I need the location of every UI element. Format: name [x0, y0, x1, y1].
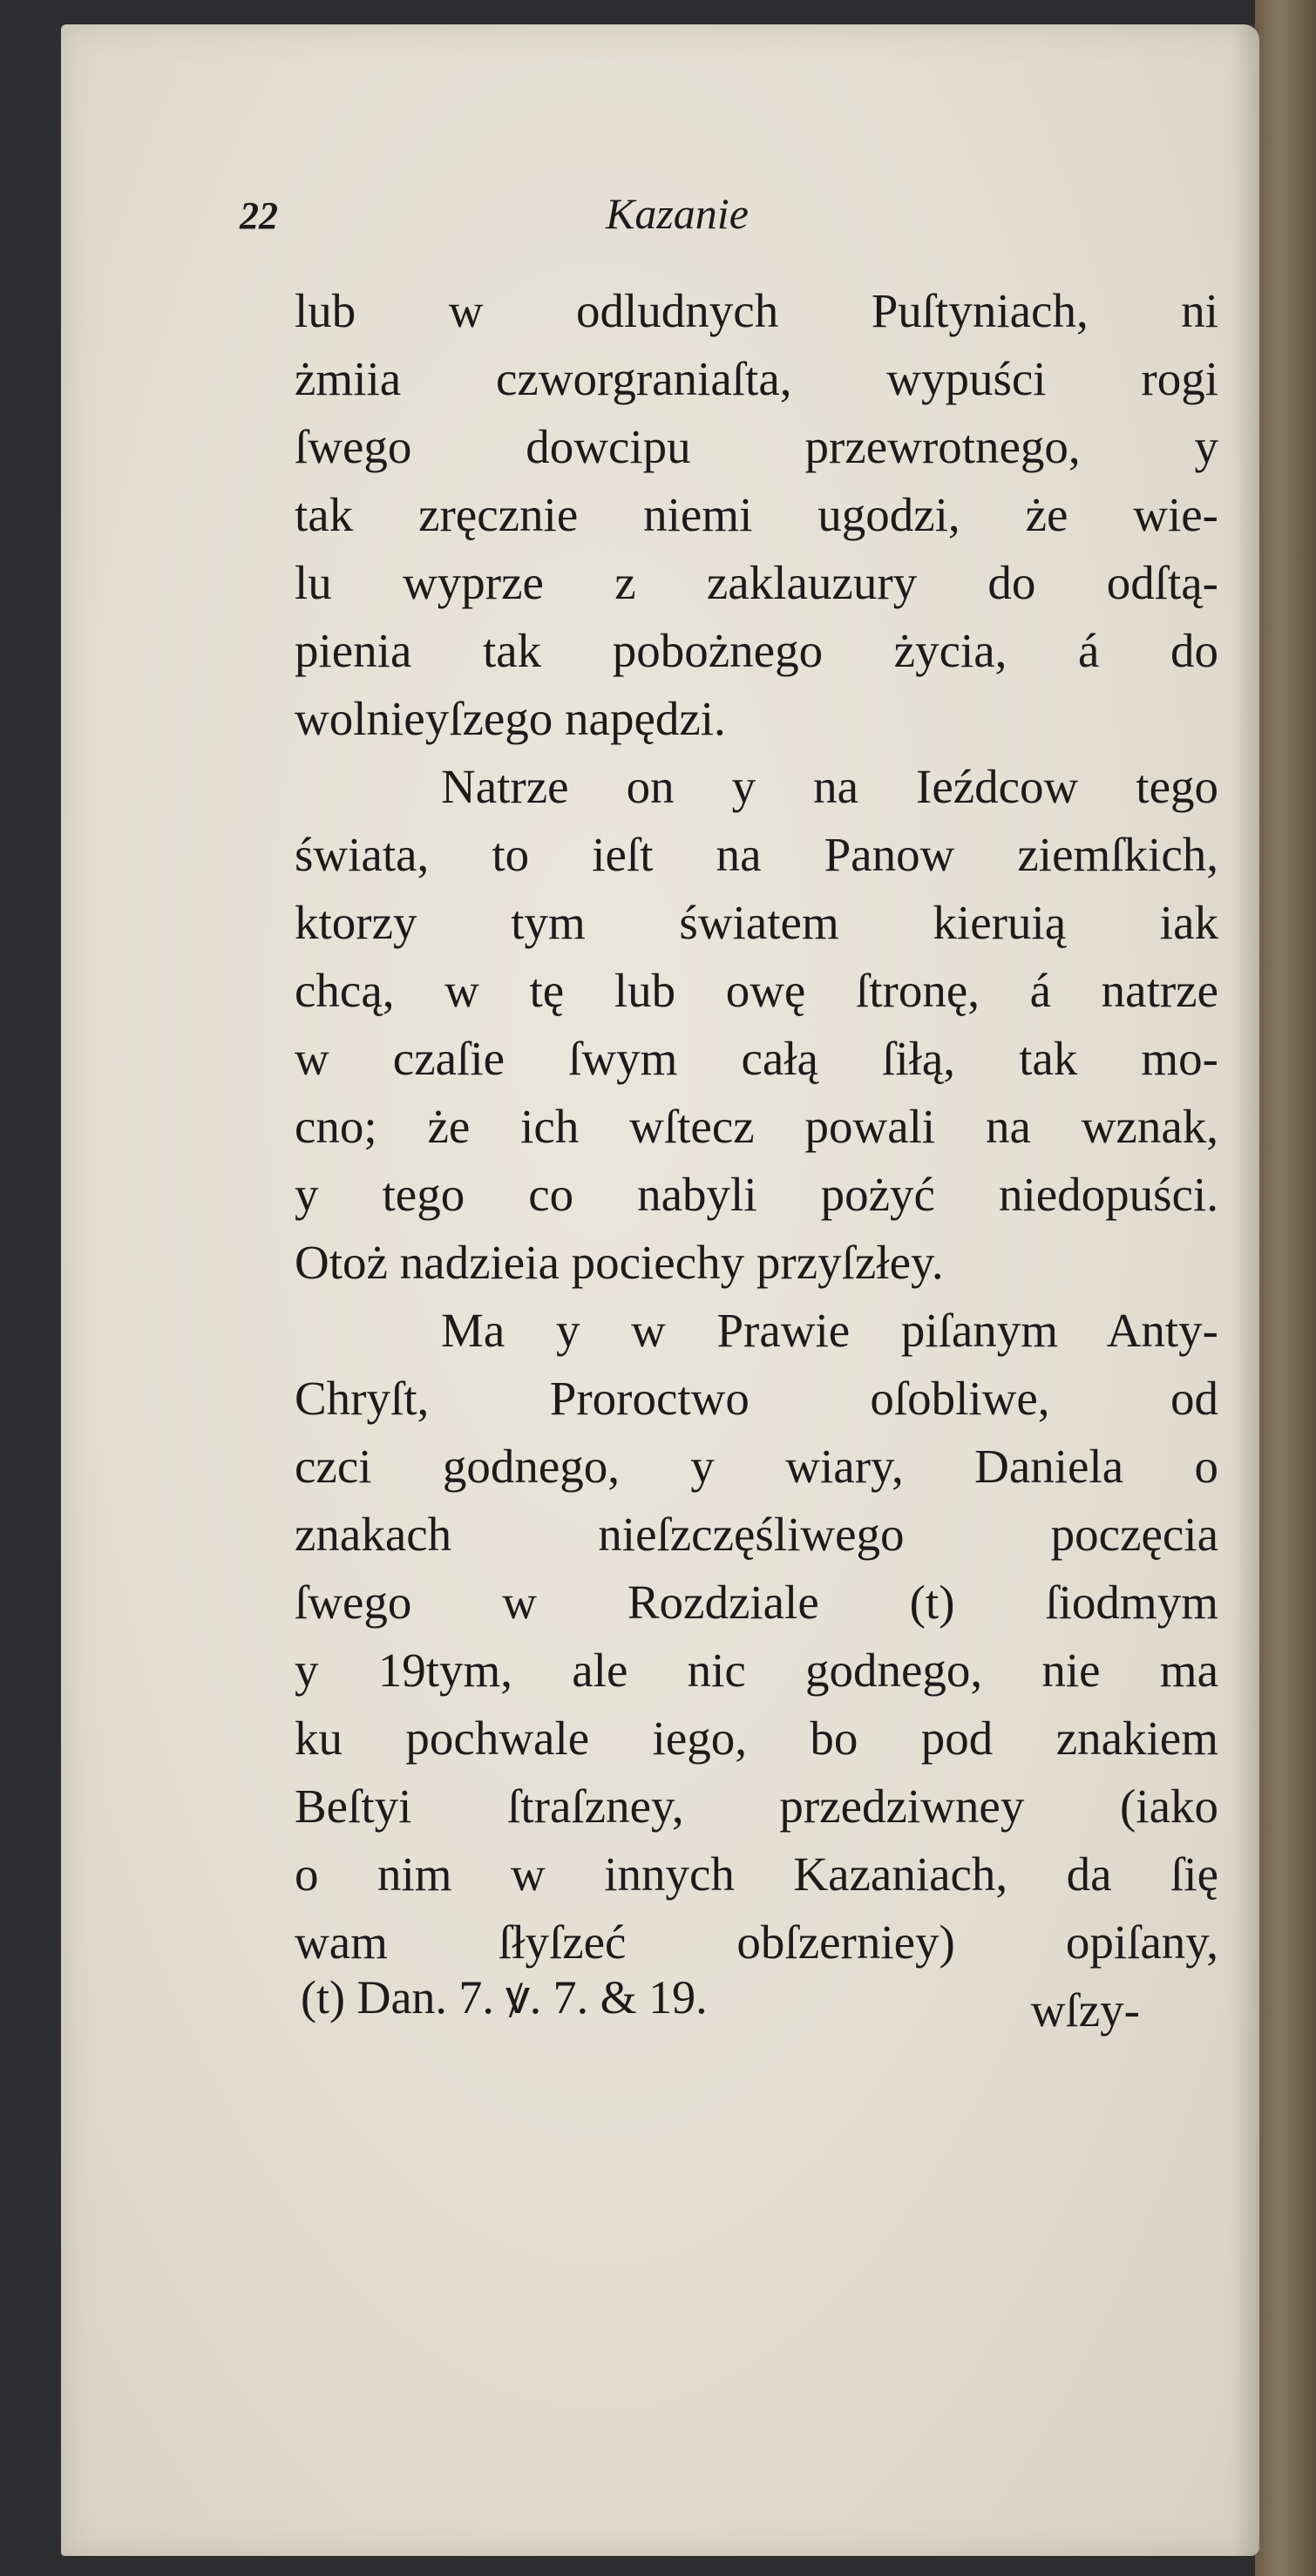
text-line: Otoż nadzieia pociechy przyſzłey.	[295, 1236, 944, 1289]
text-line: o nim w innych Kazaniach, da ſię	[295, 1847, 1218, 1901]
sermon-body-text	[295, 277, 1218, 2044]
text-line: lub w odludnych Puſtyniach, ni	[295, 284, 1218, 337]
text-line: cno; że ich wſtecz powali na wznak,	[295, 1100, 1218, 1153]
text-line: wolnieyſzego napędzi.	[295, 692, 726, 745]
book-spine-edge	[1255, 0, 1316, 2576]
text-line: Chryſt, Proroctwo oſobliwe, od	[295, 1372, 1218, 1425]
text-line: ſwego w Rozdziale (t) ſiodmym	[295, 1576, 1218, 1629]
text-line: tak zręcznie niemi ugodzi, że wie-	[295, 488, 1218, 541]
paragraph-first-line: Natrze on y na Ieźdcow tego	[441, 760, 1218, 813]
text-line: wam ſłyſzeć obſzerniey) opiſany,	[295, 1915, 1218, 1969]
page-title: Kazanie	[606, 189, 749, 238]
running-head	[240, 189, 1224, 254]
catchword: wſzy-	[1030, 1983, 1140, 2037]
text-line: w czaſie ſwym całą ſiłą, tak mo-	[295, 1032, 1218, 1085]
text-line: znakach nieſzczęśliwego poczęcia	[295, 1508, 1218, 1561]
text-line: żmiia czworgraniaſta, wypuści rogi	[295, 352, 1218, 405]
paragraph-first-line: Ma y w Prawie piſanym Anty-	[441, 1304, 1218, 1357]
text-line: czci godnego, y wiary, Daniela o	[295, 1440, 1218, 1493]
text-line: ktorzy tym światem kieruią iak	[295, 896, 1218, 949]
text-line: chcą, w tę lub owę ſtronę, á natrze	[295, 964, 1218, 1017]
text-line: świata, to ieſt na Panow ziemſkich,	[295, 828, 1218, 881]
text-line: ku pochwale iego, bo pod znakiem	[295, 1712, 1218, 1765]
text-line: y 19tym, ale nic godnego, nie ma	[295, 1644, 1218, 1697]
text-line: lu wyprze z zaklauzury do odſtą-	[295, 556, 1218, 609]
text-line: ſwego dowcipu przewrotnego, y	[295, 420, 1218, 473]
page-number: 22	[240, 194, 278, 237]
text-line: y tego co nabyli pożyć niedopuści.	[295, 1168, 1218, 1221]
text-line: Beſtyi ſtraſzney, przedziwney (iako	[295, 1779, 1218, 1833]
page-edge-shadow	[1233, 24, 1259, 2556]
text-line: pienia tak pobożnego życia, á do	[295, 624, 1218, 677]
footnote: (t) Dan. 7. ꝟ. 7. & 19.	[301, 1971, 708, 2024]
